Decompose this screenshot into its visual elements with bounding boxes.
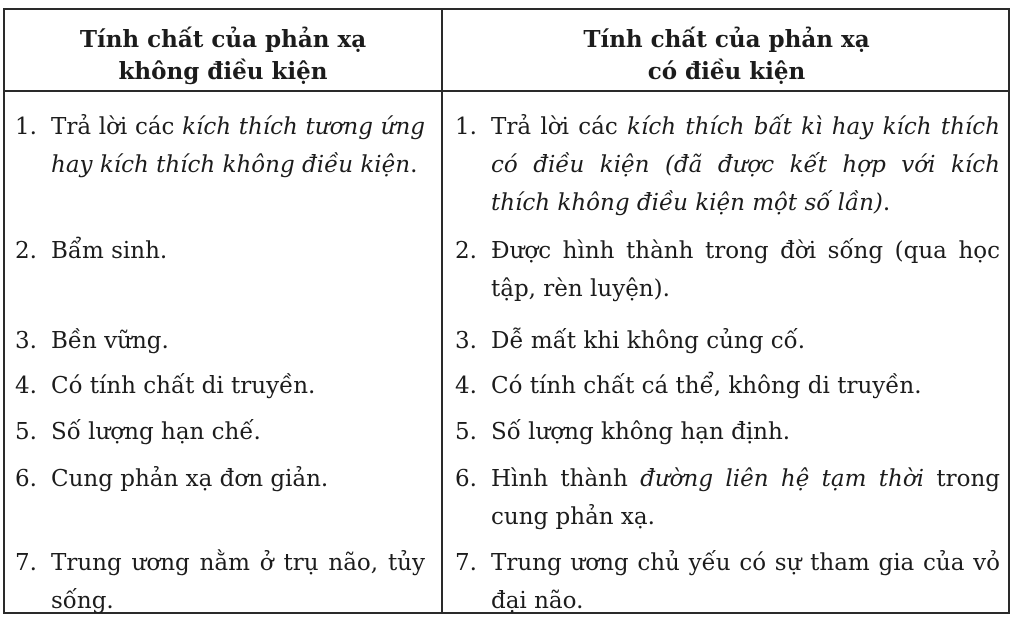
item-number: 3.: [455, 328, 477, 354]
item-text: Hình thành: [491, 466, 641, 492]
item-number: 4.: [455, 373, 477, 399]
item-text: Số lượng hạn chế.: [51, 419, 261, 445]
item-number: 1.: [455, 114, 477, 140]
item-text: Dễ mất khi không củng cố.: [491, 328, 806, 354]
item-italic-text: kích thích bất kì hay kích thích có điều kiện (đã được kết hợp với kích thích không điều kiện một số lần): [491, 114, 1000, 216]
item-text: Có tính chất cá thể, không di truyền.: [491, 373, 922, 399]
item-number: 5.: [15, 419, 37, 445]
item-text: Được hình thành trong đời sống (qua học tập, rèn luyện).: [491, 238, 1000, 302]
conditioned-item-5: [455, 413, 1000, 451]
unconditioned-item-2: [15, 232, 425, 270]
item-text: Số lượng không hạn định.: [491, 419, 791, 445]
conditioned-item-1: [455, 108, 1000, 222]
conditioned-item-7: [455, 544, 1000, 620]
item-text: Trả lời các: [51, 114, 183, 140]
header-divider: [5, 90, 1008, 92]
conditioned-item-2: [455, 232, 1000, 308]
item-number: 6.: [15, 466, 37, 492]
header-unconditioned: [5, 24, 441, 88]
unconditioned-item-1: [15, 108, 425, 184]
item-number: 7.: [455, 550, 477, 576]
item-number: 4.: [15, 373, 37, 399]
item-text: Trung ương nằm ở trụ não, tủy sống.: [51, 550, 425, 614]
conditioned-item-6: [455, 460, 1000, 536]
header-conditioned-line-2: có điều kiện: [647, 58, 806, 85]
unconditioned-item-4: [15, 367, 425, 405]
item-text: Bền vững.: [51, 328, 169, 354]
unconditioned-item-7: [15, 544, 425, 620]
item-text-end: trong cung phản xạ.: [491, 466, 1000, 530]
item-italic-text: kích thích tương ứng hay kích thích không điều kiện: [51, 114, 425, 178]
header-conditioned: [443, 24, 1010, 88]
unconditioned-item-6: [15, 460, 425, 498]
item-number: 1.: [15, 114, 37, 140]
header-unconditioned-line-2: không điều kiện: [118, 58, 328, 85]
item-text: Bẩm sinh.: [51, 238, 168, 264]
conditioned-item-3: [455, 322, 1000, 360]
item-text: Cung phản xạ đơn giản.: [51, 466, 329, 492]
comparison-table: [3, 8, 1010, 614]
item-italic-text: đường liên hệ tạm thời: [640, 466, 925, 492]
item-text-end: .: [410, 152, 418, 178]
item-text-end: .: [882, 190, 891, 216]
unconditioned-item-5: [15, 413, 425, 451]
item-number: 2.: [15, 238, 37, 264]
header-conditioned-line-1: Tính chất của phản xạ: [583, 26, 870, 53]
item-number: 3.: [15, 328, 37, 354]
item-text: Trả lời các: [491, 114, 628, 140]
item-number: 7.: [15, 550, 37, 576]
item-text: Trung ương chủ yếu có sự tham gia của vỏ đại não.: [491, 550, 1000, 614]
item-number: 6.: [455, 466, 477, 492]
conditioned-item-4: [455, 367, 1000, 405]
item-number: 5.: [455, 419, 477, 445]
item-number: 2.: [455, 238, 477, 264]
column-divider: [441, 10, 443, 612]
unconditioned-item-3: [15, 322, 425, 360]
header-unconditioned-line-1: Tính chất của phản xạ: [79, 26, 367, 53]
item-text: Có tính chất di truyền.: [51, 373, 316, 399]
